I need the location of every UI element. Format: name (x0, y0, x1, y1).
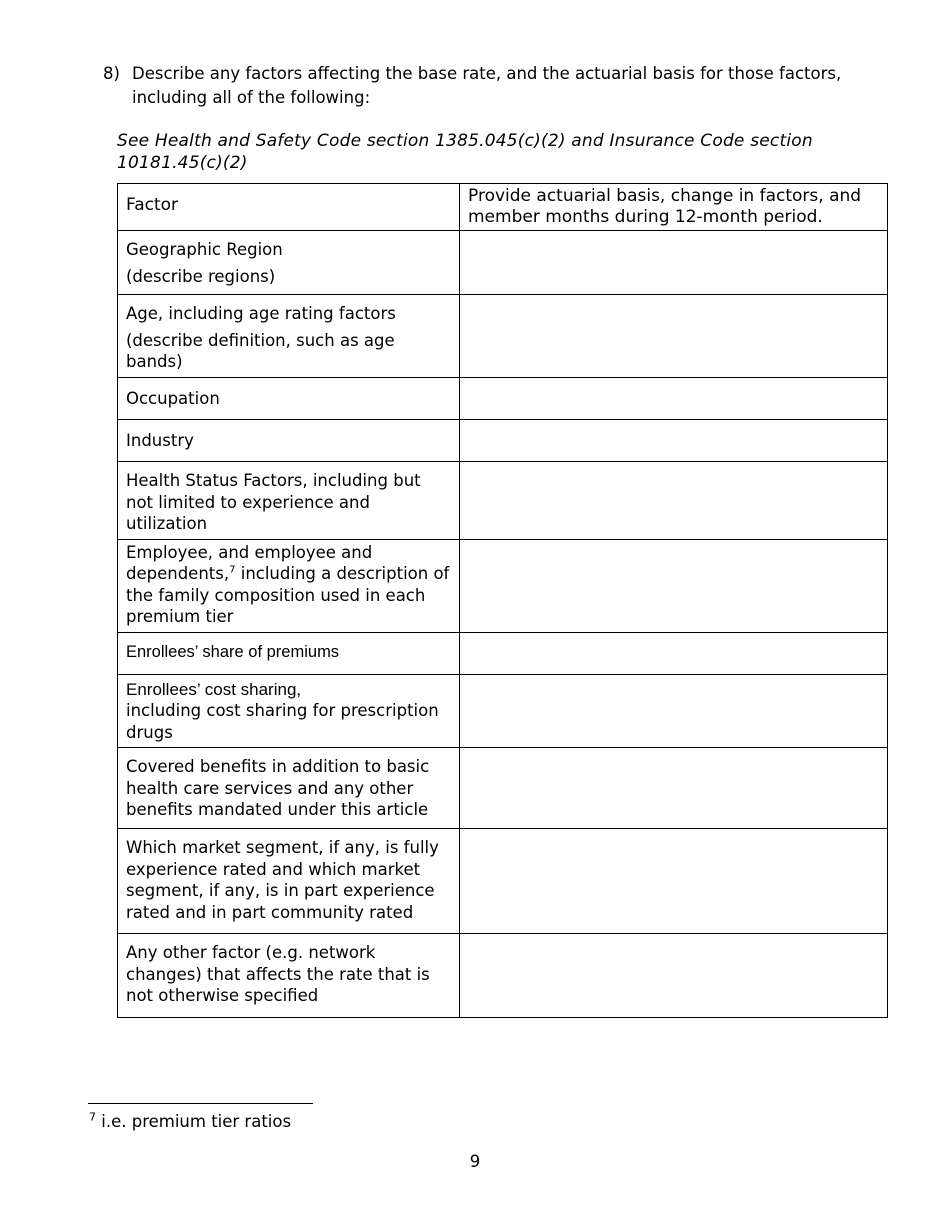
factor-cell (118, 295, 460, 378)
factor-label: Which market segment, if any, is fully experience rated and which market segment, if any, is in part experience rated and in part community rated (126, 838, 439, 922)
footnote-text: i.e. premium tier ratios (96, 1112, 292, 1131)
page-number: 9 (469, 1152, 481, 1171)
factor-label: Age, including age rating factors (126, 304, 396, 323)
table-row-occupation (118, 378, 888, 420)
factor-label: Enrollees’ cost sharing, (126, 679, 302, 699)
header-basis: Provide actuarial basis, change in factors, and member months during 12-month period. (460, 184, 888, 231)
factor-label: Occupation (126, 388, 220, 408)
header-factor: Factor (118, 184, 460, 231)
factor-label: Employee, and employee and dependents, (126, 542, 373, 583)
table-row-enrollees-share (118, 632, 888, 674)
basis-cell[interactable] (460, 462, 888, 540)
factor-sublabel: (describe definition, such as age bands) (126, 330, 395, 371)
table-header-row (118, 184, 888, 231)
factor-label: Enrollees’ share of premiums (126, 643, 340, 662)
factor-sublabel: including a description of the family composition used in each premium tier (126, 564, 450, 626)
factor-cell (118, 934, 460, 1018)
table-row-market-segment (118, 829, 888, 934)
factor-label: Health Status Factors, including but not limited to experience and utilization (126, 471, 421, 533)
factors-table (117, 183, 888, 1018)
basis-cell[interactable] (460, 748, 888, 829)
question-text: Describe any factors affecting the base rate, and the actuarial basis for those factors, including all of the following: (132, 64, 842, 107)
factor-cell (118, 378, 460, 420)
basis-cell[interactable] (460, 539, 888, 632)
factor-cell (118, 632, 460, 674)
footnote-reference[interactable]: 7 (229, 564, 236, 576)
factor-label: Covered benefits in addition to basic health care services and any other benefits mandated under this article (126, 757, 430, 819)
factor-cell (118, 674, 460, 748)
basis-cell[interactable] (460, 632, 888, 674)
factor-label: Geographic Region (126, 240, 283, 259)
factor-cell (118, 539, 460, 632)
table-row-industry (118, 420, 888, 462)
factor-label: Industry (126, 430, 194, 450)
basis-cell[interactable] (460, 378, 888, 420)
question-number: 8) (103, 64, 120, 83)
basis-cell[interactable] (460, 934, 888, 1018)
footnote-number: 7 (89, 1110, 96, 1124)
basis-cell[interactable] (460, 231, 888, 295)
table-row-age (118, 295, 888, 378)
table-row-covered-benefits (118, 748, 888, 829)
basis-cell[interactable] (460, 674, 888, 748)
table-row-employee-dependents (118, 539, 888, 632)
factor-cell (118, 748, 460, 829)
footnote (89, 1112, 291, 1132)
question-8 (103, 62, 883, 110)
table-row-geographic-region (118, 231, 888, 295)
factor-cell (118, 462, 460, 540)
code-reference: See Health and Safety Code section 1385.045(c)(2) and Insurance Code section 10181.45(c)(2) (117, 131, 813, 173)
factor-cell (118, 420, 460, 462)
table-row-other-factor (118, 934, 888, 1018)
basis-cell[interactable] (460, 829, 888, 934)
basis-cell[interactable] (460, 420, 888, 462)
table-row-health-status (118, 462, 888, 540)
factor-sublabel: including cost sharing for prescription drugs (126, 701, 439, 742)
table-row-cost-sharing (118, 674, 888, 748)
basis-cell[interactable] (460, 295, 888, 378)
factor-label: Any other factor (e.g. network changes) that affects the rate that is not otherwise specified (126, 943, 430, 1005)
factor-cell (118, 829, 460, 934)
footnote-separator (88, 1103, 313, 1104)
factor-sublabel: (describe regions) (126, 266, 276, 286)
factor-cell (118, 231, 460, 295)
